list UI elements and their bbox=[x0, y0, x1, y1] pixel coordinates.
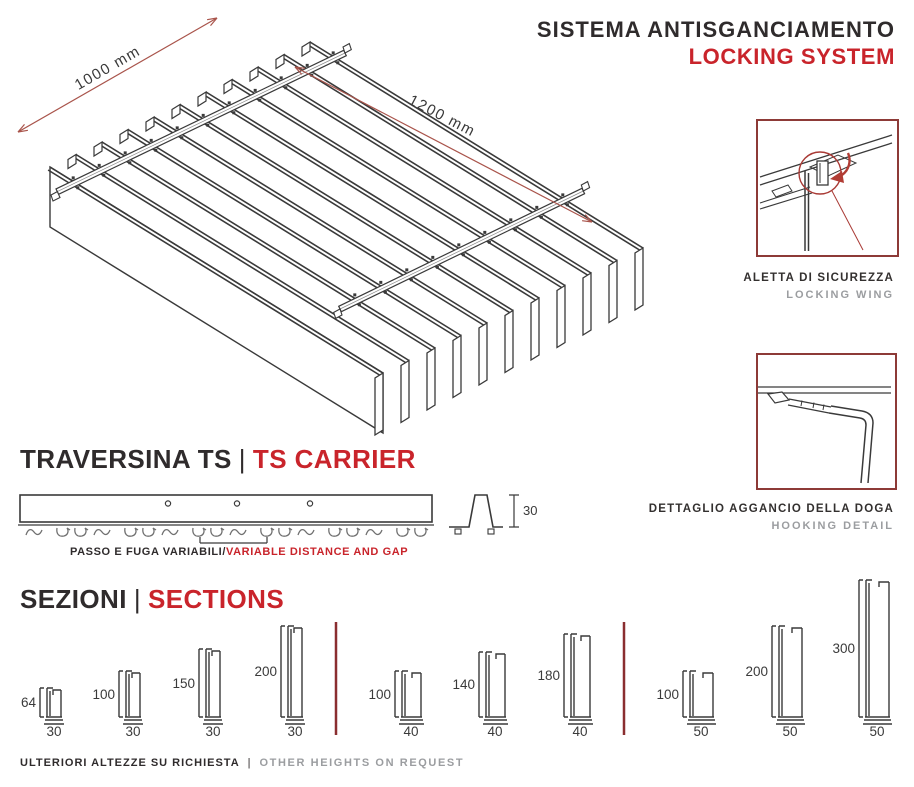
isometric-baffle-diagram bbox=[0, 8, 700, 460]
svg-text:150: 150 bbox=[172, 676, 195, 691]
carrier-hooks bbox=[26, 528, 428, 536]
svg-text:50: 50 bbox=[782, 724, 798, 739]
svg-text:200: 200 bbox=[745, 664, 768, 679]
svg-text:140: 140 bbox=[452, 677, 475, 692]
svg-text:30: 30 bbox=[287, 724, 303, 739]
dimension-label-1200: 1200 mm bbox=[405, 91, 479, 141]
carrier-height-label: 30 bbox=[523, 503, 538, 518]
hooking-detail-drawing bbox=[758, 355, 891, 484]
section-profile-100x30 bbox=[92, 671, 143, 739]
footer-note-english: OTHER HEIGHTS ON REQUEST bbox=[259, 757, 465, 769]
svg-text:40: 40 bbox=[572, 724, 588, 739]
footer-note bbox=[20, 757, 464, 769]
sections-heading-english: SECTIONS bbox=[147, 584, 285, 614]
heading-separator: | bbox=[133, 584, 141, 614]
section-profile-180x40 bbox=[537, 634, 593, 739]
svg-text:64: 64 bbox=[20, 695, 36, 710]
svg-text:300: 300 bbox=[832, 641, 855, 656]
carrier-cross-section bbox=[445, 487, 545, 545]
carrier-caption bbox=[70, 546, 408, 558]
svg-text:100: 100 bbox=[368, 687, 391, 702]
sections-heading-italian: SEZIONI bbox=[20, 584, 127, 614]
heading-separator: | bbox=[238, 444, 246, 474]
gap-dimension-bracket bbox=[200, 537, 267, 543]
footer-separator: | bbox=[247, 757, 252, 769]
svg-text:100: 100 bbox=[656, 687, 679, 702]
footer-note-italian: ULTERIORI ALTEZZE SU RICHIESTA bbox=[20, 757, 240, 769]
section-profile-100x50 bbox=[656, 671, 716, 739]
carrier-holes bbox=[165, 501, 312, 506]
svg-text:40: 40 bbox=[487, 724, 503, 739]
height-dimension-line bbox=[509, 495, 519, 527]
section-profile-150x30 bbox=[172, 649, 223, 739]
section-profile-200x50 bbox=[745, 626, 805, 739]
svg-text:40: 40 bbox=[403, 724, 419, 739]
svg-text:200: 200 bbox=[254, 664, 277, 679]
title-english: LOCKING SYSTEM bbox=[688, 44, 895, 69]
caption-italian: ALETTA DI SICUREZZA bbox=[743, 272, 894, 284]
svg-text:100: 100 bbox=[92, 687, 115, 702]
section-profile-200x30 bbox=[254, 626, 305, 739]
svg-text:30: 30 bbox=[125, 724, 141, 739]
svg-text:30: 30 bbox=[46, 724, 62, 739]
section-profiles bbox=[0, 570, 914, 752]
carrier-heading-english: TS CARRIER bbox=[252, 444, 416, 474]
section-profile-64x30 bbox=[21, 688, 64, 739]
section-profile-100x40 bbox=[368, 671, 424, 739]
hooking-caption bbox=[634, 503, 894, 532]
carrier-heading-italian: TRAVERSINA TS bbox=[20, 444, 232, 474]
carrier-caption-italian: PASSO E FUGA VARIABILI/ bbox=[70, 546, 226, 558]
svg-text:50: 50 bbox=[693, 724, 709, 739]
caption-english: HOOKING DETAIL bbox=[771, 520, 894, 532]
detail-box-locking-wing bbox=[756, 119, 899, 257]
svg-text:180: 180 bbox=[537, 668, 560, 683]
caption-italian: DETTAGLIO AGGANCIO DELLA DOGA bbox=[648, 503, 894, 515]
section-profile-300x50 bbox=[832, 580, 892, 739]
dimension-1000 bbox=[18, 18, 217, 132]
locking-wing-caption bbox=[634, 272, 894, 301]
svg-text:50: 50 bbox=[869, 724, 885, 739]
section-profile-140x40 bbox=[452, 652, 508, 739]
svg-text:30: 30 bbox=[205, 724, 221, 739]
caption-english: LOCKING WING bbox=[786, 289, 894, 301]
dimension-1200 bbox=[295, 67, 592, 222]
carrier-caption-english: VARIABLE DISTANCE AND GAP bbox=[226, 546, 409, 558]
leader-line bbox=[832, 191, 863, 250]
pointer-arrow bbox=[842, 153, 850, 175]
detail-box-hooking bbox=[756, 353, 897, 490]
carrier-rail-2 bbox=[334, 182, 590, 319]
dimension-label-1000: 1000 mm bbox=[71, 42, 144, 94]
locking-wing-drawing bbox=[758, 121, 893, 251]
title-italian: SISTEMA ANTISGANCIAMENTO bbox=[536, 17, 895, 42]
front-blade-face bbox=[50, 167, 383, 433]
carrier-heading bbox=[20, 444, 416, 475]
